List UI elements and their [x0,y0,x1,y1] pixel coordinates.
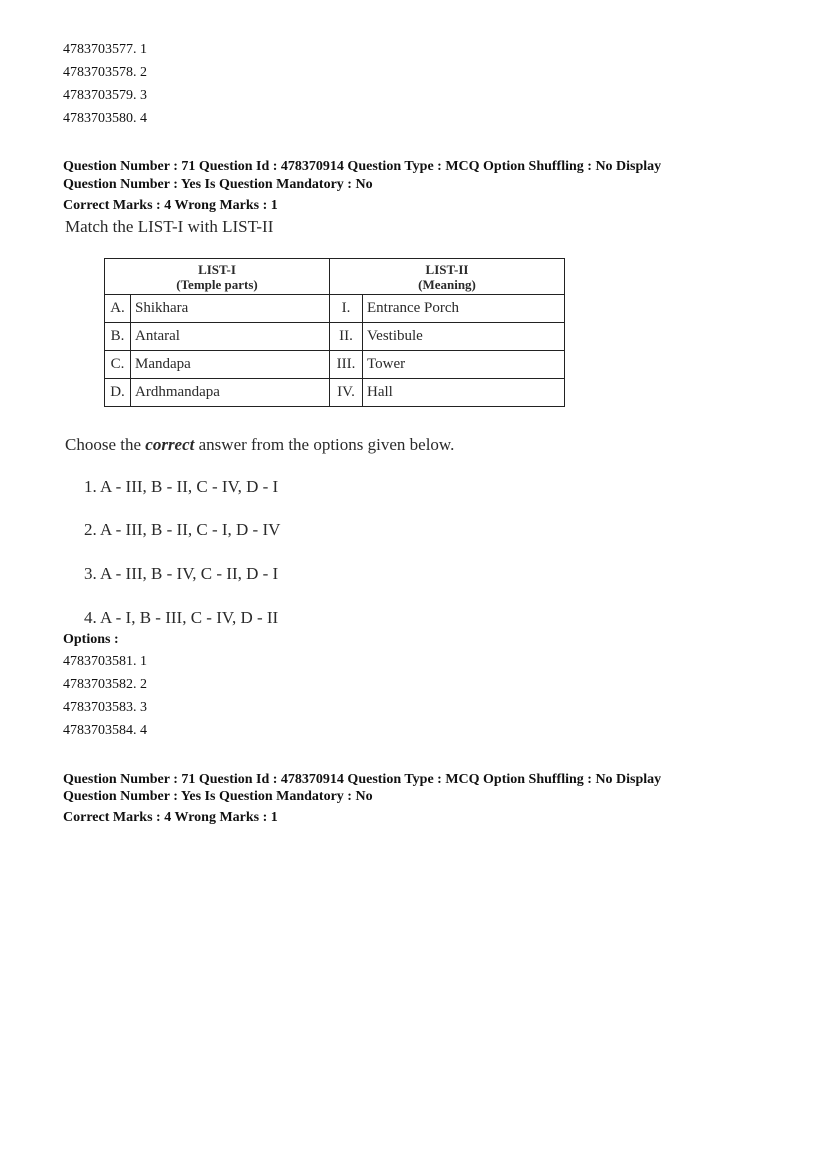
match-table [104,258,565,407]
row-numeral: IV. [330,379,363,407]
row-numeral: III. [330,351,363,379]
list-2-subtitle: (Meaning) [418,276,476,292]
list-1-title: LIST-I [198,261,236,277]
list-2-header [330,259,565,295]
next-question-meta-line2: Question Number : Yes Is Question Mandatory : No [63,789,373,804]
table-row [105,295,565,323]
question-meta-line2: Question Number : Yes Is Question Mandatory : No [63,177,373,192]
temple-part: Antaral [131,323,330,351]
option-id-3: 4783703583. 3 [63,700,147,715]
option-id-1: 4783703581. 1 [63,654,147,669]
prev-option-4: 4783703580. 4 [63,111,147,126]
question-marks: Correct Marks : 4 Wrong Marks : 1 [63,198,278,213]
list-2-title: LIST-II [425,261,469,277]
option-id-2: 4783703582. 2 [63,677,147,692]
row-letter: A. [105,295,131,323]
row-letter: C. [105,351,131,379]
meaning: Entrance Porch [363,295,565,323]
answer-option-4: 4. A - I, B - III, C - IV, D - II [84,608,279,627]
prev-option-3: 4783703579. 3 [63,88,147,103]
table-row [105,351,565,379]
option-id-4: 4783703584. 4 [63,723,147,738]
question-instruction: Match the LIST-I with LIST-II [65,217,274,236]
temple-part: Mandapa [131,351,330,379]
table-row [105,379,565,407]
answer-option-3: 3. A - III, B - IV, C - II, D - I [84,564,279,583]
next-question-meta-line1: Question Number : 71 Question Id : 478370914 Question Type : MCQ Option Shuffling : No Display [63,772,662,787]
choose-instruction [65,435,454,455]
temple-part: Shikhara [131,295,330,323]
row-letter: B. [105,323,131,351]
question-meta-line1: Question Number : 71 Question Id : 478370914 Question Type : MCQ Option Shuffling : No Display [63,159,662,174]
temple-part: Ardhmandapa [131,379,330,407]
meaning: Tower [363,351,565,379]
table-header-row [105,259,565,295]
choose-suffix: answer from the options given below. [194,435,455,454]
list-1-header [105,259,330,295]
next-question-marks: Correct Marks : 4 Wrong Marks : 1 [63,810,278,825]
meaning: Hall [363,379,565,407]
row-numeral: II. [330,323,363,351]
prev-option-2: 4783703578. 2 [63,65,147,80]
table-row [105,323,565,351]
answer-option-2: 2. A - III, B - II, C - I, D - IV [84,520,281,539]
row-numeral: I. [330,295,363,323]
meaning: Vestibule [363,323,565,351]
prev-option-1: 4783703577. 1 [63,42,147,57]
choose-prefix: Choose the [65,435,146,454]
list-1-subtitle: (Temple parts) [176,276,258,292]
row-letter: D. [105,379,131,407]
answer-option-1: 1. A - III, B - II, C - IV, D - I [84,477,279,496]
options-label: Options : [63,632,119,647]
choose-emphasis: correct [145,435,195,454]
